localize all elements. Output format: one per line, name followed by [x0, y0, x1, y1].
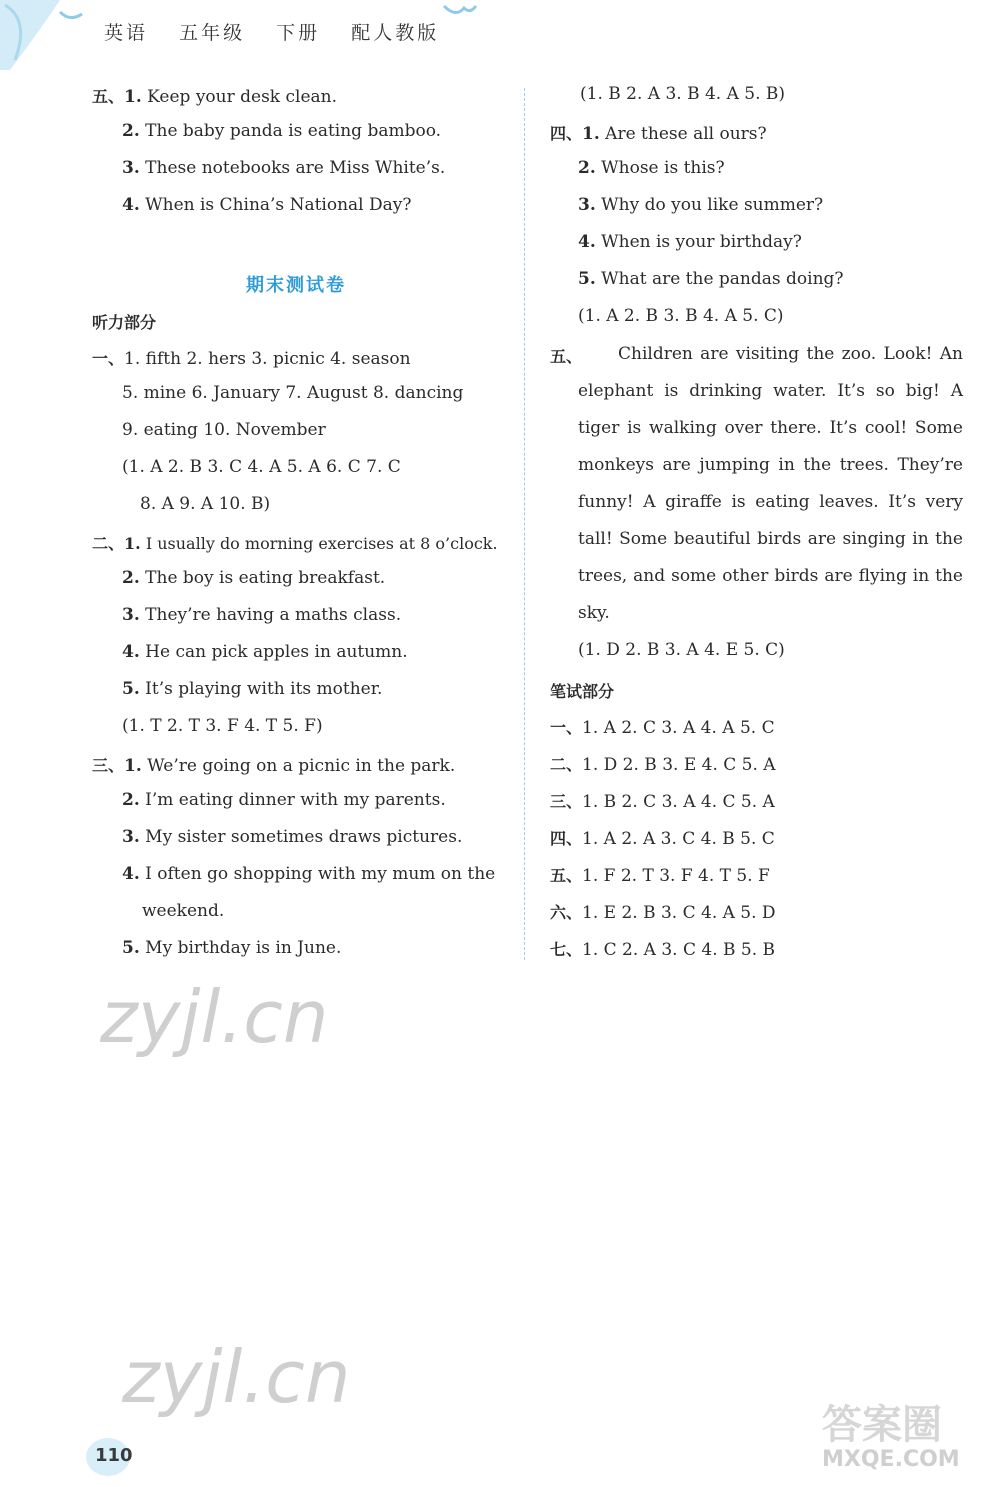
page-header: [104, 18, 461, 45]
page-number: 110: [95, 1445, 133, 1466]
left-three-item-5: 5. My birthday is in June.: [122, 938, 342, 958]
right-five-line-8: sky.: [578, 603, 610, 623]
left-two-item-4: 4. He can pick apples in autumn.: [122, 642, 408, 662]
right-four-answers: (1. A 2. B 3. B 4. A 5. C): [578, 306, 784, 326]
right-five-line-6: tall! Some beautiful birds are singing in the: [578, 529, 963, 549]
left-five-item-4: 4. When is China’s National Day?: [122, 195, 412, 215]
watermark-url: MXQE.COM: [822, 1447, 960, 1472]
left-three-item-2: 2. I’m eating dinner with my parents.: [122, 790, 446, 810]
left-one-row-3: 9. eating 10. November: [122, 420, 326, 440]
left-five-item-1: 五、1. Keep your desk clean.: [92, 87, 338, 107]
left-five-item-2: 2. The baby panda is eating bamboo.: [122, 121, 442, 141]
section-title: 期末测试卷: [246, 275, 346, 296]
left-five-item-3: 3. These notebooks are Miss White’s.: [122, 158, 446, 178]
corner-leaf-decoration: [0, 0, 120, 80]
right-five-line-3: tiger is walking over there. It’s cool! Some: [578, 418, 963, 438]
right-five-line-1: Children are visiting the zoo. Look! An: [618, 344, 963, 364]
watermark-logo: 答案圈: [822, 1402, 942, 1448]
right-five-line-2: elephant is drinking water. It’s so big! A: [578, 381, 963, 401]
right-four-item-5: 5. What are the pandas doing?: [578, 269, 844, 289]
left-two-item-2: 2. The boy is eating breakfast.: [122, 568, 386, 588]
left-one-row-4: (1. A 2. B 3. C 4. A 5. A 6. C 7. C: [122, 457, 401, 477]
right-four-item-4: 4. When is your birthday?: [578, 232, 802, 252]
right-five-line-7: trees, and some other birds are flying in the: [578, 566, 963, 586]
written-row-6: 六、1. E 2. B 3. C 4. A 5. D: [550, 903, 776, 923]
left-three-item-1: 三、1. We’re going on a picnic in the park.: [92, 756, 456, 776]
header-volume: 下册: [276, 22, 321, 44]
right-five-answers: (1. D 2. B 3. A 4. E 5. C): [578, 640, 785, 660]
right-five-line-4: monkeys are jumping in the trees. They’re: [578, 455, 963, 475]
right-four-item-1: 四、1. Are these all ours?: [550, 124, 767, 144]
written-row-7: 七、1. C 2. A 3. C 4. B 5. B: [550, 940, 776, 960]
right-four-item-3: 3. Why do you like summer?: [578, 195, 824, 215]
column-divider: [524, 88, 525, 960]
right-five-label: 五、: [550, 347, 583, 366]
right-five-line-5: funny! A giraffe is eating leaves. It’s very: [578, 492, 963, 512]
left-two-answers: (1. T 2. T 3. F 4. T 5. F): [122, 716, 323, 736]
written-row-1: 一、1. A 2. C 3. A 4. A 5. C: [550, 718, 775, 738]
written-row-4: 四、1. A 2. A 3. C 4. B 5. C: [550, 829, 775, 849]
header-subject: 英语: [104, 22, 149, 44]
right-four-item-2: 2. Whose is this?: [578, 158, 725, 178]
left-three-item-4-cont: weekend.: [142, 901, 225, 921]
left-one-row-5: 8. A 9. A 10. B): [140, 494, 271, 514]
written-row-5: 五、1. F 2. T 3. F 4. T 5. F: [550, 866, 770, 886]
watermark-zyjl-1: zyjl.cn: [100, 975, 329, 1059]
header-edition: 配人教版: [351, 22, 440, 44]
left-one-row-2: 5. mine 6. January 7. August 8. dancing: [122, 383, 464, 403]
written-row-3: 三、1. B 2. C 3. A 4. C 5. A: [550, 792, 775, 812]
left-two-item-1: 二、1. I usually do morning exercises at 8 o’clock.: [92, 534, 498, 553]
written-title: 笔试部分: [550, 682, 615, 701]
left-three-item-3: 3. My sister sometimes draws pictures.: [122, 827, 463, 847]
header-grade: 五年级: [179, 22, 246, 44]
watermark-zyjl-2: zyjl.cn: [122, 1335, 351, 1419]
right-top-answers: (1. B 2. A 3. B 4. A 5. B): [580, 84, 786, 104]
listening-title: 听力部分: [92, 313, 157, 332]
left-three-item-4: 4. I often go shopping with my mum on the: [122, 864, 496, 884]
written-row-2: 二、1. D 2. B 3. E 4. C 5. A: [550, 755, 776, 775]
left-two-item-5: 5. It’s playing with its mother.: [122, 679, 383, 699]
left-two-item-3: 3. They’re having a maths class.: [122, 605, 402, 625]
left-one-row-1: 一、1. fifth 2. hers 3. picnic 4. season: [92, 349, 411, 369]
